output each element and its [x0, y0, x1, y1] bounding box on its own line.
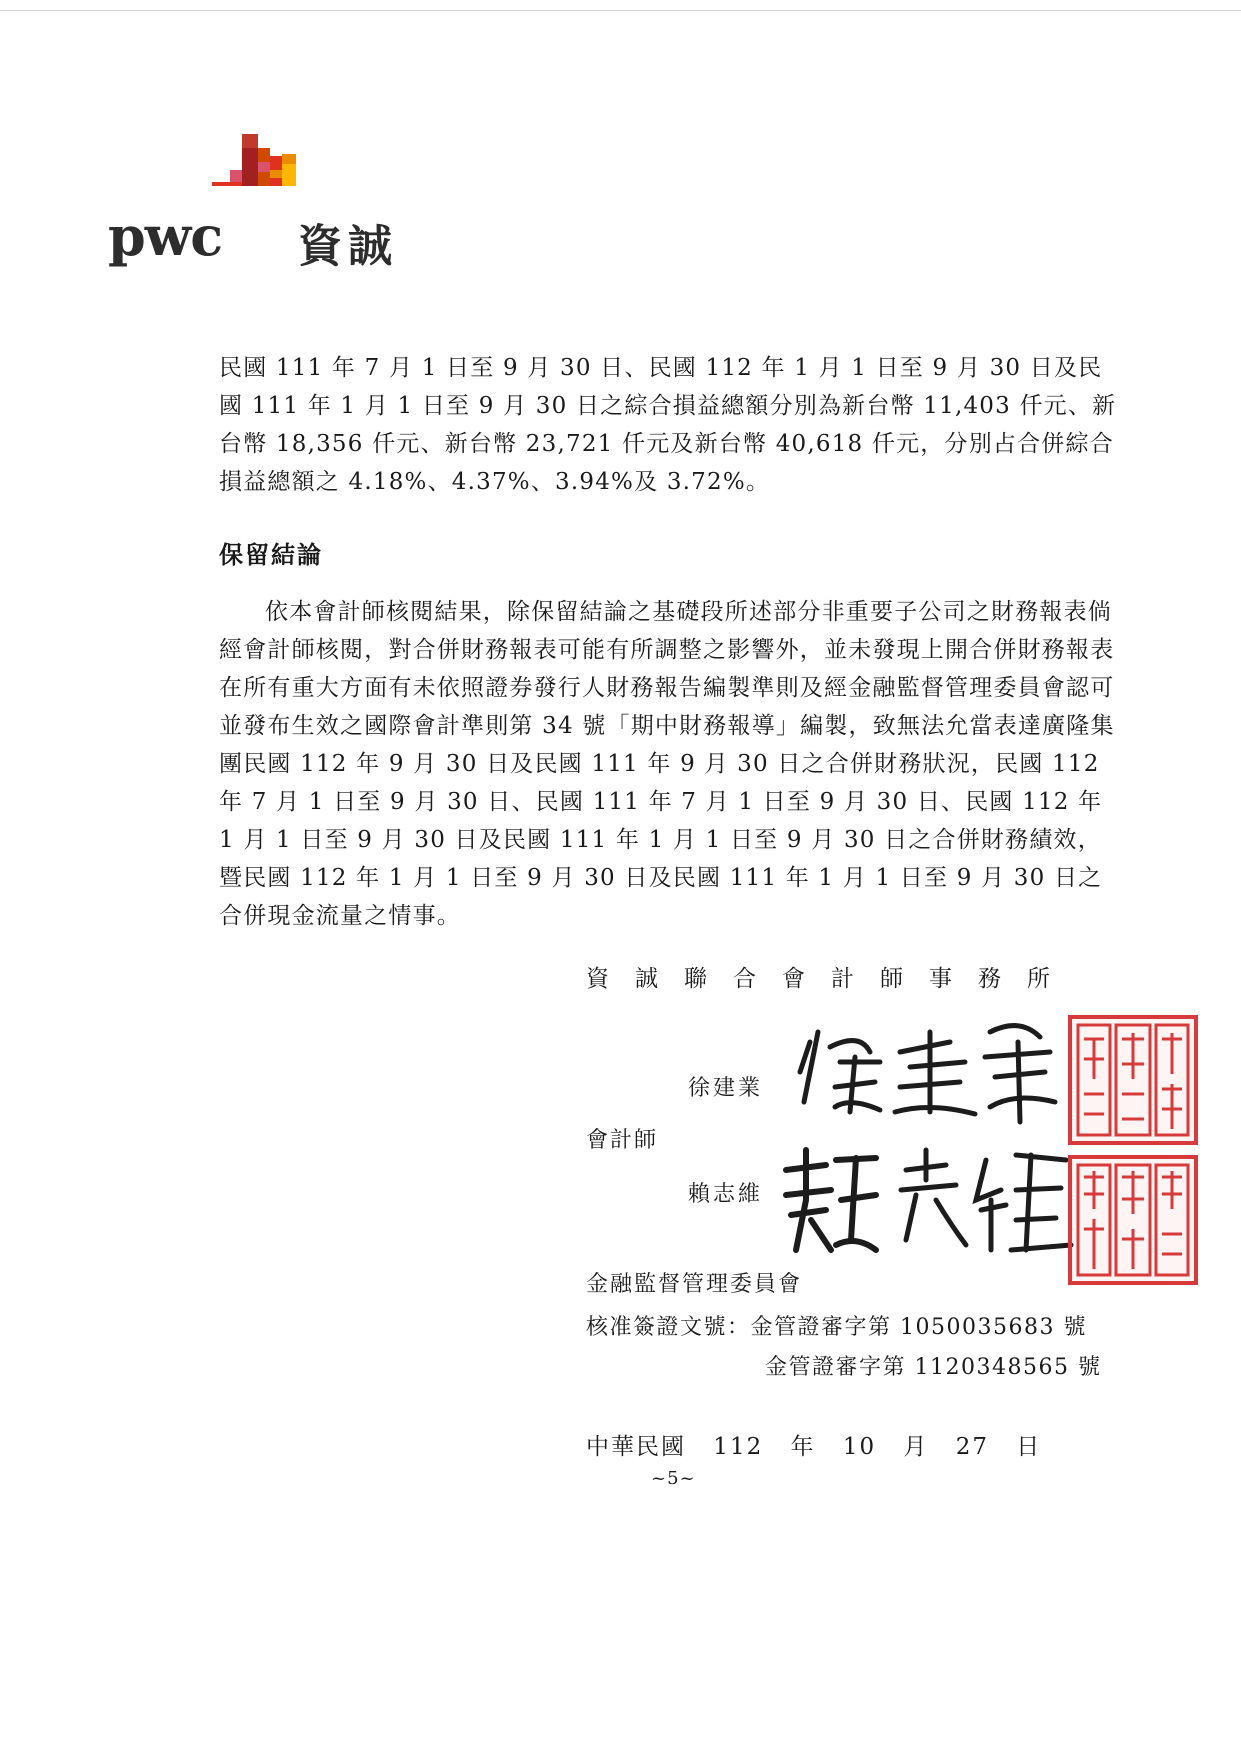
approval-number-1: 金管證審字第 1050035683 號: [750, 1315, 1087, 1340]
section-heading-qualified-conclusion: 保留結論: [219, 541, 323, 569]
handwritten-signature-2: [776, 1140, 1076, 1260]
firm-short-name: 資誠: [298, 221, 398, 272]
accountant-seal-1: [1068, 1015, 1198, 1145]
regulator-name: 金融監督管理委員會: [586, 1272, 803, 1297]
accountant-seal-2: [1068, 1155, 1198, 1285]
top-border-line: [0, 10, 1241, 11]
paragraph-comprehensive-income: 民國 111 年 7 月 1 日至 9 月 30 日、民國 112 年 1 月 1 日至 9 月 30 日及民國 111 年 1 月 1 日至 9 月 30 日之綜合損益總額分別為新台幣 11,403 仟元、新台幣 18,356 仟元、新台幣 23,721 仟元及新台幣 40,618 仟元，分別占合併綜合損益總額之 4.18%、4.37%、3.94%及 3.72%。: [219, 355, 1117, 495]
report-date: 中華民國 112 年 10 月 27 日: [586, 1434, 1042, 1460]
firm-full-name: 資誠聯合會計師事務所: [586, 966, 1076, 992]
partner-name-2: 賴志維: [688, 1182, 764, 1207]
partner-name-1: 徐建業: [688, 1076, 764, 1101]
handwritten-signature-1: [790, 1012, 1060, 1132]
pwc-logo: [108, 134, 438, 272]
paragraph-qualified-conclusion: 依本會計師核閱結果，除保留結論之基礎段所述部分非重要子公司之財務報表倘經會計師核閱，對合併財務報表可能有所調整之影響外，並未發現上開合併財務報表在所有重大方面有未依照證券發行人財務報告編製準則及經金融監督管理委員會認可並發布生效之國際會計準則第 34 號「期中財務報導」編製，致無法允當表達廣隆集團民國 112 年 9 月 30 日及民國 111 年 9 月 30 日之合併財務狀況，民國 112 年 7 月 1 日至 9 月 30 日、民國 111 年 7 月 1 日至 9 月 30 日、民國 112 年 1 月 1 日至 9 月 30 日及民國 111 年 1 月 1 日至 9 月 30 日之合併財務績效，暨民國 112 年 1 月 1 日至 9 月 30 日及民國 111 年 1 月 1 日至 9 月 30 日之合併現金流量之情事。: [219, 599, 1115, 929]
page-number: ~5~: [651, 1468, 696, 1489]
approval-row-1: [586, 1310, 1087, 1341]
approval-label: 核准簽證文號：: [586, 1315, 751, 1340]
approval-number-2: 金管證審字第 1120348565 號: [765, 1355, 1102, 1380]
pwc-wordmark: pwc: [108, 204, 223, 268]
accountant-label: 會計師: [586, 1128, 659, 1153]
